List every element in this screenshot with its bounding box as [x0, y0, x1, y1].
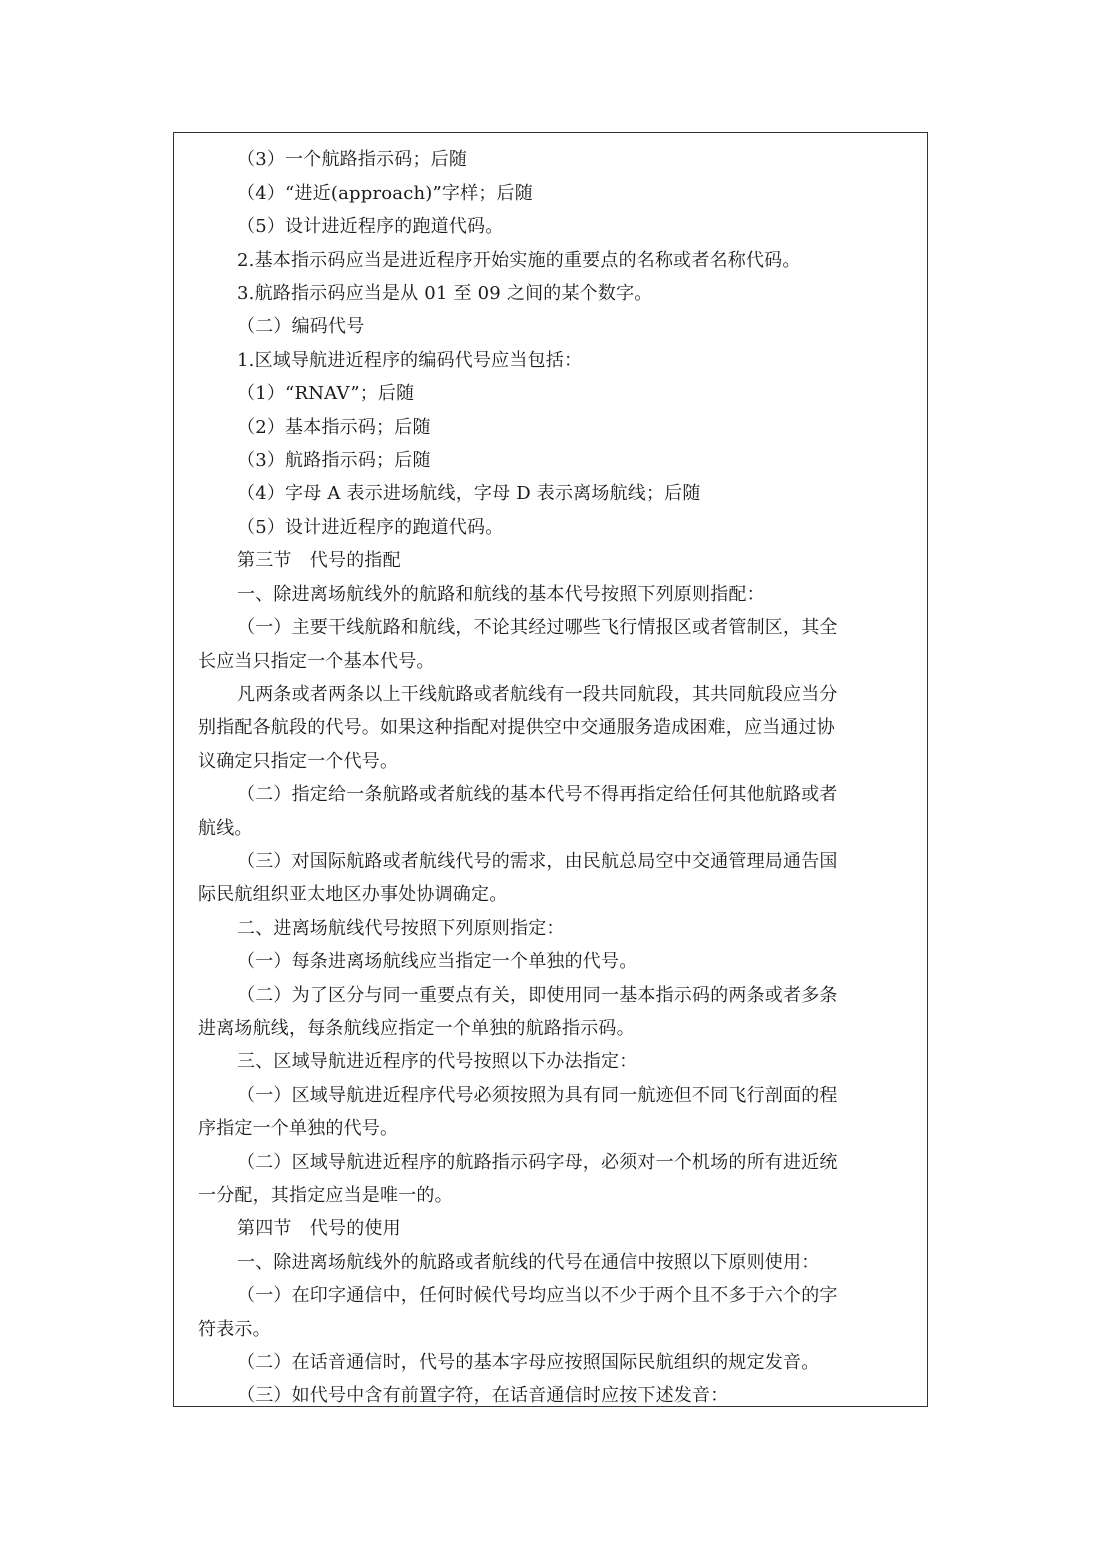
text-line: 航线。 [198, 818, 253, 839]
text-line: （5）设计进近程序的跑道代码。 [237, 216, 504, 237]
text-line: （3）航路指示码；后随 [237, 450, 431, 471]
text-line: （二）在话音通信时，代号的基本字母应按照国际民航组织的规定发音。 [237, 1352, 820, 1373]
text-line: 一、除进离场航线外的航路或者航线的代号在通信中按照以下原则使用： [237, 1252, 820, 1273]
text-line: 符表示。 [198, 1319, 271, 1340]
text-line: （5）设计进近程序的跑道代码。 [237, 517, 504, 538]
text-line: （三）对国际航路或者航线代号的需求，由民航总局空中交通管理局通告国 [237, 851, 838, 872]
text-line: （一）主要干线航路和航线，不论其经过哪些飞行情报区或者管制区，其全 [237, 617, 838, 638]
text-line: 进离场航线，每条航线应指定一个单独的航路指示码。 [198, 1018, 635, 1039]
text-line: 二、进离场航线代号按照下列原则指定： [237, 918, 565, 939]
text-line: （一）每条进离场航线应当指定一个单独的代号。 [237, 951, 638, 972]
text-line: 2.基本指示码应当是进近程序开始实施的重要点的名称或者名称代码。 [237, 250, 801, 271]
text-line: 序指定一个单独的代号。 [198, 1118, 399, 1139]
text-line: 议确定只指定一个代号。 [198, 751, 399, 772]
text-line: 凡两条或者两条以上干线航路或者航线有一段共同航段，其共同航段应当分 [237, 684, 838, 705]
text-line: 一分配，其指定应当是唯一的。 [198, 1185, 453, 1206]
text-line: （二）区域导航进近程序的航路指示码字母，必须对一个机场的所有进近统 [237, 1152, 838, 1173]
text-line: 长应当只指定一个基本代号。 [198, 651, 435, 672]
text-line: 一、除进离场航线外的航路和航线的基本代号按照下列原则指配： [237, 584, 765, 605]
section-heading: 第三节 代号的指配 [237, 550, 401, 571]
text-line: （二）编码代号 [237, 316, 365, 337]
text-line: （二）指定给一条航路或者航线的基本代号不得再指定给任何其他航路或者 [237, 784, 838, 805]
text-line: （4）“进近(approach)”字样；后随 [237, 183, 533, 204]
section-heading: 第四节 代号的使用 [237, 1218, 401, 1239]
text-line: （二）为了区分与同一重要点有关，即使用同一基本指示码的两条或者多条 [237, 985, 838, 1006]
text-line: 别指配各航段的代号。如果这种指配对提供空中交通服务造成困难，应当通过协 [198, 717, 835, 738]
text-line: 1.区域导航进近程序的编码代号应当包括： [237, 350, 583, 371]
text-line: 3.航路指示码应当是从 01 至 09 之间的某个数字。 [237, 283, 653, 304]
text-line: 际民航组织亚太地区办事处协调确定。 [198, 884, 508, 905]
text-line: （2）基本指示码；后随 [237, 417, 431, 438]
text-line: （一）在印字通信中，任何时候代号均应当以不少于两个且不多于六个的字 [237, 1285, 838, 1306]
text-line: （4）字母 A 表示进场航线，字母 D 表示离场航线；后随 [237, 483, 701, 504]
text-line: （3）一个航路指示码；后随 [237, 149, 468, 170]
text-line: （一）区域导航进近程序代号必须按照为具有同一航迹但不同飞行剖面的程 [237, 1085, 838, 1106]
text-line: （三）如代号中含有前置字符，在话音通信时应按下述发音： [237, 1385, 729, 1406]
text-line: （1）“RNAV”；后随 [237, 383, 415, 404]
text-line: 三、区域导航进近程序的代号按照以下办法指定： [237, 1051, 638, 1072]
